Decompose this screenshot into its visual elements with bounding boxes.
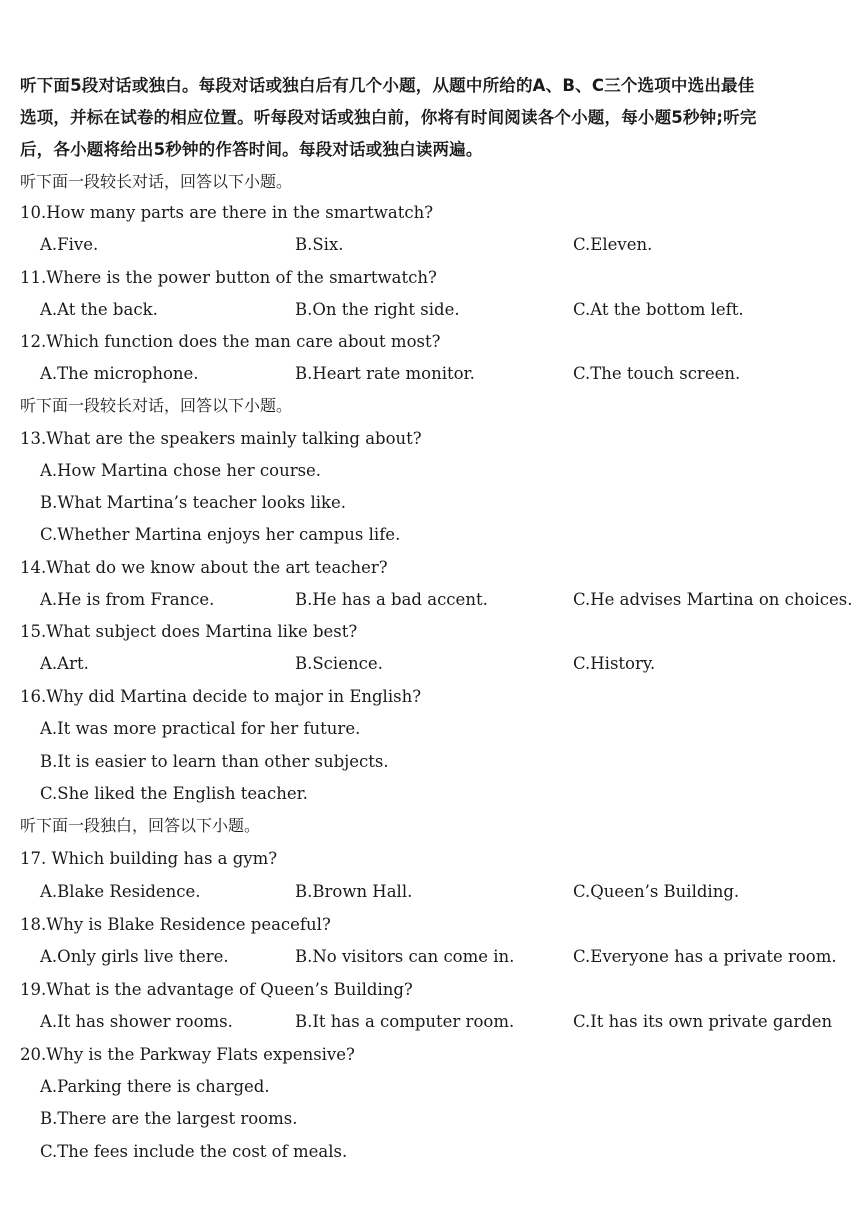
instructions-line-1: 听下面5段对话或独白。每段对话或独白后有几个小题，从题中所给的A、B、C三个选项中选出最佳: [20, 76, 755, 95]
section-heading: 听下面一段较长对话，回答以下小题。: [20, 396, 293, 415]
question-20-option-a: A.Parking there is charged.: [40, 1077, 270, 1096]
question-18-option-b: B.No visitors can come in.: [295, 947, 515, 966]
question-18-stem: 18.Why is Blake Residence peaceful?: [20, 915, 331, 934]
question-17-option-c: C.Queen’s Building.: [573, 882, 740, 901]
question-19-option-c: C.It has its own private garden: [573, 1012, 833, 1031]
question-15-option-b: B.Science.: [295, 654, 383, 673]
question-20-stem: 20.Why is the Parkway Flats expensive?: [20, 1045, 355, 1064]
instructions-line-3: 后，各小题将给出5秒钟的作答时间。每段对话或独白读两遍。: [20, 140, 483, 159]
question-14-option-a: A.He is from France.: [40, 590, 215, 609]
question-15-option-c: C.History.: [573, 654, 656, 673]
question-11-stem: 11.Where is the power button of the smartwatch?: [20, 268, 437, 287]
question-13-option-c: C.Whether Martina enjoys her campus life.: [40, 525, 401, 544]
question-12-option-a: A.The microphone.: [40, 364, 199, 383]
question-10-stem: 10.How many parts are there in the smartwatch?: [20, 203, 434, 222]
question-19-stem: 19.What is the advantage of Queen’s Building?: [20, 980, 413, 999]
section-heading: 听下面一段独白，回答以下小题。: [20, 816, 261, 835]
question-18-option-c: C.Everyone has a private room.: [573, 947, 837, 966]
question-12-option-b: B.Heart rate monitor.: [295, 364, 475, 383]
question-11-option-c: C.At the bottom left.: [573, 300, 744, 319]
question-15-option-a: A.Art.: [40, 654, 89, 673]
instructions-line-2: 选项，并标在试卷的相应位置。听每段对话或独白前，你将有时间阅读各个小题，每小题5秒钟;听完: [20, 108, 757, 127]
question-17-option-b: B.Brown Hall.: [295, 882, 413, 901]
question-16-stem: 16.Why did Martina decide to major in English?: [20, 687, 422, 706]
question-16-option-a: A.It was more practical for her future.: [40, 719, 361, 738]
question-14-stem: 14.What do we know about the art teacher?: [20, 558, 388, 577]
listening-instructions: [20, 70, 865, 166]
question-12-stem: 12.Which function does the man care about most?: [20, 332, 441, 351]
question-14-option-b: B.He has a bad accent.: [295, 590, 488, 609]
question-19-option-b: B.It has a computer room.: [295, 1012, 515, 1031]
question-13-stem: 13.What are the speakers mainly talking about?: [20, 429, 422, 448]
question-15-stem: 15.What subject does Martina like best?: [20, 622, 358, 641]
question-10-option-c: C.Eleven.: [573, 235, 653, 254]
question-16-option-b: B.It is easier to learn than other subjects.: [40, 752, 389, 771]
question-11-option-b: B.On the right side.: [295, 300, 460, 319]
question-20-option-c: C.The fees include the cost of meals.: [40, 1142, 348, 1161]
question-20-option-b: B.There are the largest rooms.: [40, 1109, 298, 1128]
question-17-stem: 17. Which building has a gym?: [20, 849, 278, 868]
section-heading: 听下面一段较长对话，回答以下小题。: [20, 172, 293, 191]
question-18-option-a: A.Only girls live there.: [40, 947, 229, 966]
question-14-option-c: C.He advises Martina on choices.: [573, 590, 853, 609]
question-10-option-b: B.Six.: [295, 235, 344, 254]
question-17-option-a: A.Blake Residence.: [40, 882, 201, 901]
question-13-option-b: B.What Martina’s teacher looks like.: [40, 493, 347, 512]
question-19-option-a: A.It has shower rooms.: [40, 1012, 233, 1031]
question-11-option-a: A.At the back.: [40, 300, 158, 319]
question-13-option-a: A.How Martina chose her course.: [40, 461, 322, 480]
question-10-option-a: A.Five.: [40, 235, 99, 254]
question-12-option-c: C.The touch screen.: [573, 364, 741, 383]
question-16-option-c: C.She liked the English teacher.: [40, 784, 308, 803]
